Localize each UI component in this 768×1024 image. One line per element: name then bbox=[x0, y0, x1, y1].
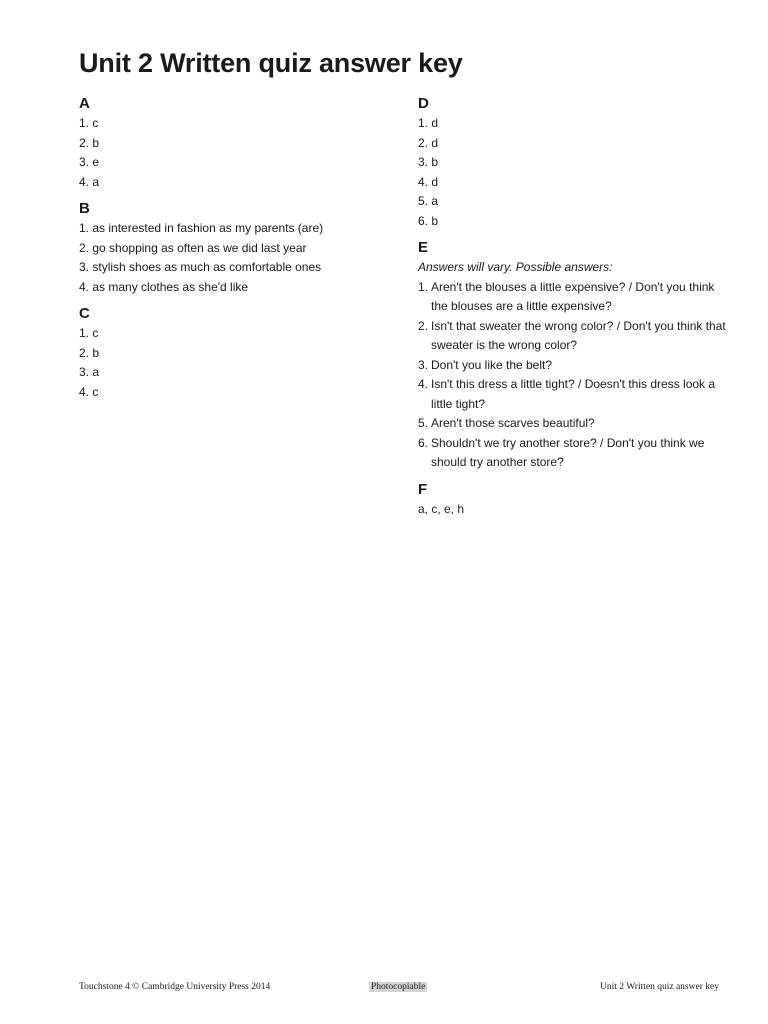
section-a bbox=[79, 93, 399, 192]
item-number: 1. bbox=[418, 279, 429, 294]
section-a-answers bbox=[79, 114, 399, 192]
item-answer: Isn't that sweater the wrong color? / Don't you think that sweater is the wrong color? bbox=[431, 318, 726, 352]
item-number: 3. bbox=[79, 365, 90, 379]
item-answer: b bbox=[431, 155, 439, 169]
section-f-answer: a, c, e, h bbox=[418, 501, 465, 516]
item-answer: c bbox=[92, 384, 99, 399]
list-item bbox=[79, 134, 399, 154]
list-item bbox=[79, 278, 399, 298]
item-number: 1. bbox=[418, 116, 429, 130]
footer-copyright: Touchstone 4 © Cambridge University Press 2014 bbox=[79, 982, 271, 992]
page-title: Unit 2 Written quiz answer key bbox=[79, 48, 463, 78]
item-number: 3. bbox=[418, 357, 429, 372]
item-number: 3. bbox=[79, 260, 90, 274]
item-answer: Isn't this dress a little tight? / Doesn't this dress look a little tight? bbox=[431, 377, 716, 411]
item-number: 6. bbox=[418, 435, 429, 450]
item-answer: a bbox=[92, 365, 100, 379]
list-item bbox=[418, 317, 728, 356]
list-item bbox=[418, 114, 728, 134]
item-answer: d bbox=[431, 174, 439, 189]
item-number: 2. bbox=[418, 135, 429, 150]
item-number: 2. bbox=[79, 345, 90, 360]
section-a-heading: A bbox=[79, 95, 90, 112]
section-e-heading: E bbox=[418, 239, 429, 256]
item-answer: as many clothes as she'd like bbox=[92, 279, 249, 294]
item-number: 1. bbox=[79, 221, 90, 235]
item-number: 1. bbox=[79, 116, 90, 130]
item-number: 4. bbox=[418, 174, 429, 189]
list-item bbox=[418, 356, 728, 376]
list-item bbox=[418, 434, 728, 473]
item-answer: stylish shoes as much as comfortable ones bbox=[92, 260, 322, 274]
list-item bbox=[79, 239, 399, 259]
list-item bbox=[79, 324, 399, 344]
item-answer: as interested in fashion as my parents (are) bbox=[92, 221, 324, 235]
item-number: 4. bbox=[418, 377, 429, 391]
item-number: 2. bbox=[418, 318, 429, 333]
item-number: 4. bbox=[79, 174, 90, 189]
item-number: 3. bbox=[79, 155, 90, 169]
section-e-note: Answers will vary. Possible answers: bbox=[418, 260, 613, 274]
item-answer: e bbox=[92, 155, 100, 169]
footer-photocopiable: Photocopiable bbox=[371, 982, 426, 992]
list-item bbox=[79, 383, 399, 403]
list-item bbox=[418, 134, 728, 154]
item-answer: a bbox=[431, 194, 439, 208]
item-answer: Aren't the blouses a little expensive? / Don't you think the blouses are a little expensive? bbox=[431, 279, 715, 313]
item-answer: d bbox=[431, 135, 439, 150]
list-item bbox=[418, 212, 728, 232]
item-answer: go shopping as often as we did last year bbox=[92, 240, 307, 255]
list-item bbox=[79, 363, 399, 383]
list-item bbox=[79, 173, 399, 193]
section-f-heading: F bbox=[418, 480, 428, 498]
right-column bbox=[418, 93, 728, 525]
item-answer: b bbox=[431, 213, 439, 228]
list-item bbox=[79, 219, 399, 239]
section-c-heading: C bbox=[79, 305, 90, 322]
list-item bbox=[418, 173, 728, 193]
list-item bbox=[418, 192, 728, 212]
item-answer: Shouldn't we try another store? / Don't you think we should try another store? bbox=[431, 435, 705, 469]
item-answer: c bbox=[92, 326, 99, 340]
item-answer: Don't you like the belt? bbox=[431, 357, 553, 372]
item-answer: Aren't those scarves beautiful? bbox=[431, 416, 595, 430]
left-column bbox=[79, 93, 399, 408]
list-item bbox=[418, 414, 728, 434]
section-f bbox=[418, 479, 728, 520]
item-number: 4. bbox=[79, 279, 90, 294]
item-number: 6. bbox=[418, 213, 429, 228]
item-number: 2. bbox=[79, 135, 90, 150]
list-item bbox=[79, 114, 399, 134]
section-e-answers bbox=[418, 278, 728, 473]
item-answer: c bbox=[92, 116, 99, 130]
section-c-answers bbox=[79, 324, 399, 402]
section-b-heading: B bbox=[79, 200, 90, 217]
section-c bbox=[79, 303, 399, 402]
section-d-answers bbox=[418, 114, 728, 231]
item-answer: b bbox=[92, 345, 100, 360]
list-item bbox=[418, 375, 728, 414]
section-b-answers bbox=[79, 219, 399, 297]
item-number: 5. bbox=[418, 416, 429, 430]
section-e bbox=[418, 237, 728, 473]
item-number: 3. bbox=[418, 155, 429, 169]
list-item bbox=[79, 153, 399, 173]
item-number: 5. bbox=[418, 194, 429, 208]
list-item bbox=[418, 153, 728, 173]
section-d bbox=[418, 93, 728, 231]
section-d-heading: D bbox=[418, 95, 429, 112]
item-answer: d bbox=[431, 116, 439, 130]
footer-page-label: Unit 2 Written quiz answer key bbox=[600, 982, 719, 992]
list-item bbox=[79, 344, 399, 364]
item-answer: a bbox=[92, 174, 100, 189]
item-number: 2. bbox=[79, 240, 90, 255]
item-number: 4. bbox=[79, 384, 90, 399]
section-b bbox=[79, 198, 399, 297]
item-answer: b bbox=[92, 135, 100, 150]
list-item bbox=[418, 278, 728, 317]
list-item bbox=[79, 258, 399, 278]
item-number: 1. bbox=[79, 326, 90, 340]
